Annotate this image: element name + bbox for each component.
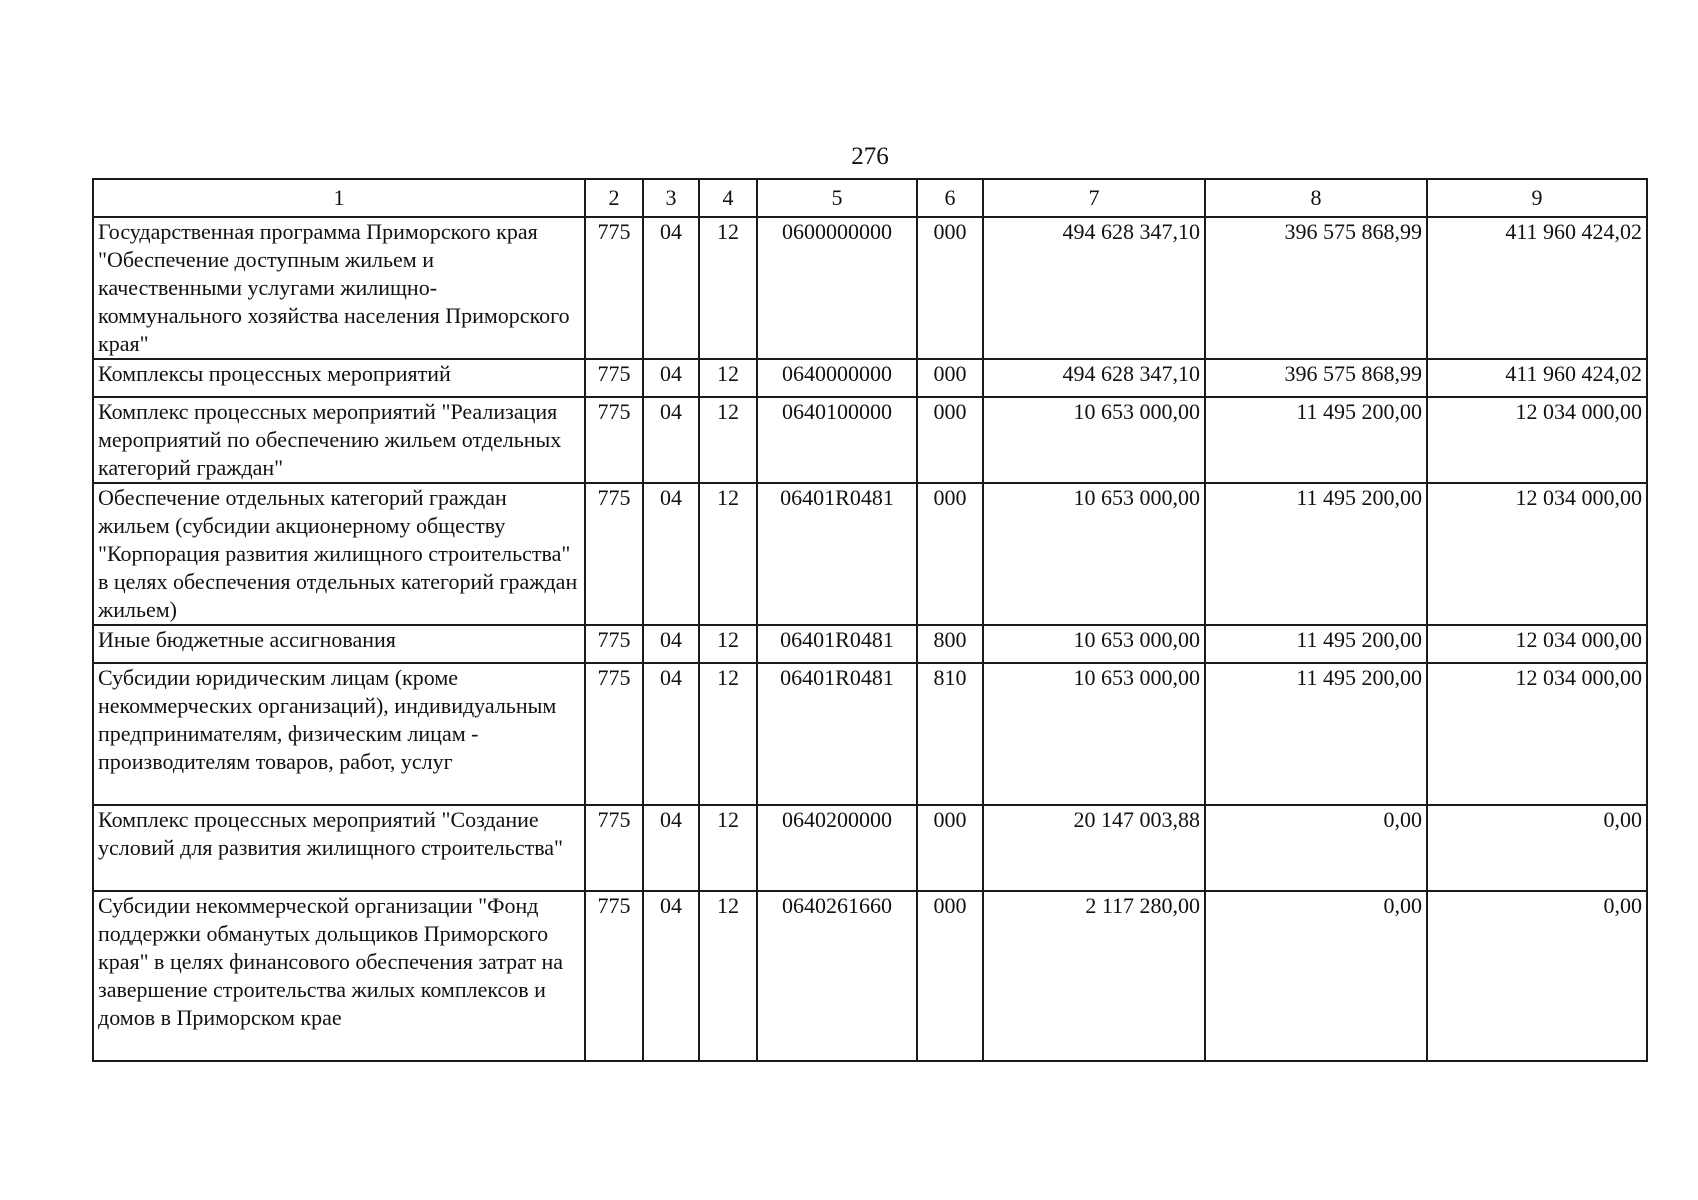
amount-col9: 12 034 000,00 <box>1427 483 1647 625</box>
target-article-code: 0640000000 <box>757 359 917 397</box>
admin-code: 775 <box>585 663 643 805</box>
subsection-code: 12 <box>699 483 757 625</box>
amount-col7: 10 653 000,00 <box>983 625 1205 663</box>
header-cell: 6 <box>917 179 983 217</box>
section-code: 04 <box>643 805 699 891</box>
admin-code: 775 <box>585 359 643 397</box>
admin-code: 775 <box>585 217 643 359</box>
target-article-code: 06401R0481 <box>757 625 917 663</box>
admin-code: 775 <box>585 625 643 663</box>
table-row <box>93 663 1647 805</box>
section-code: 04 <box>643 483 699 625</box>
budget-table <box>92 178 1648 1062</box>
table-row <box>93 805 1647 891</box>
row-name: Комплекс процессных мероприятий "Создание условий для развития жилищного строительства" <box>93 805 585 891</box>
row-name: Комплексы процессных мероприятий <box>93 359 585 397</box>
header-cell: 8 <box>1205 179 1427 217</box>
page-number: 276 <box>851 143 889 170</box>
amount-col9: 12 034 000,00 <box>1427 397 1647 483</box>
amount-col8: 396 575 868,99 <box>1205 359 1427 397</box>
subsection-code: 12 <box>699 359 757 397</box>
header-row <box>93 179 1647 217</box>
header-cell: 2 <box>585 179 643 217</box>
amount-col8: 396 575 868,99 <box>1205 217 1427 359</box>
expense-type-code: 000 <box>917 359 983 397</box>
header-cell: 9 <box>1427 179 1647 217</box>
target-article-code: 0640200000 <box>757 805 917 891</box>
table-row <box>93 359 1647 397</box>
admin-code: 775 <box>585 483 643 625</box>
table-row <box>93 397 1647 483</box>
expense-type-code: 000 <box>917 217 983 359</box>
row-name: Субсидии юридическим лицам (кроме некоммерческих организаций), индивидуальным предпринимателям, физическим лицам - производителям товаров, работ, услуг <box>93 663 585 805</box>
section-code: 04 <box>643 359 699 397</box>
amount-col7: 10 653 000,00 <box>983 483 1205 625</box>
header-cell: 7 <box>983 179 1205 217</box>
subsection-code: 12 <box>699 217 757 359</box>
amount-col9: 411 960 424,02 <box>1427 359 1647 397</box>
admin-code: 775 <box>585 397 643 483</box>
target-article-code: 0600000000 <box>757 217 917 359</box>
amount-col7: 494 628 347,10 <box>983 217 1205 359</box>
table-row <box>93 625 1647 663</box>
admin-code: 775 <box>585 891 643 1061</box>
amount-col8: 11 495 200,00 <box>1205 625 1427 663</box>
amount-col7: 2 117 280,00 <box>983 891 1205 1061</box>
header-cell: 5 <box>757 179 917 217</box>
expense-type-code: 800 <box>917 625 983 663</box>
subsection-code: 12 <box>699 663 757 805</box>
row-name: Иные бюджетные ассигнования <box>93 625 585 663</box>
row-name: Субсидии некоммерческой организации "Фонд поддержки обманутых дольщиков Приморского края" в целях финансового обеспечения затрат на завершение строительства жилых комплексов и домов в Приморском крае <box>93 891 585 1061</box>
table-row <box>93 217 1647 359</box>
amount-col9: 0,00 <box>1427 805 1647 891</box>
row-name: Государственная программа Приморского края "Обеспечение доступным жильем и качественными услугами жилищно-коммунального хозяйства населения Приморского края" <box>93 217 585 359</box>
table-row <box>93 891 1647 1061</box>
amount-col9: 12 034 000,00 <box>1427 663 1647 805</box>
row-name: Комплекс процессных мероприятий "Реализация мероприятий по обеспечению жильем отдельных категорий граждан" <box>93 397 585 483</box>
subsection-code: 12 <box>699 891 757 1061</box>
target-article-code: 0640261660 <box>757 891 917 1061</box>
expense-type-code: 000 <box>917 891 983 1061</box>
header-cell: 1 <box>93 179 585 217</box>
admin-code: 775 <box>585 805 643 891</box>
amount-col7: 20 147 003,88 <box>983 805 1205 891</box>
amount-col8: 11 495 200,00 <box>1205 483 1427 625</box>
header-cell: 4 <box>699 179 757 217</box>
subsection-code: 12 <box>699 625 757 663</box>
target-article-code: 0640100000 <box>757 397 917 483</box>
amount-col7: 10 653 000,00 <box>983 397 1205 483</box>
amount-col8: 0,00 <box>1205 805 1427 891</box>
target-article-code: 06401R0481 <box>757 663 917 805</box>
section-code: 04 <box>643 663 699 805</box>
header-cell: 3 <box>643 179 699 217</box>
amount-col7: 494 628 347,10 <box>983 359 1205 397</box>
expense-type-code: 000 <box>917 483 983 625</box>
amount-col7: 10 653 000,00 <box>983 663 1205 805</box>
subsection-code: 12 <box>699 805 757 891</box>
amount-col8: 11 495 200,00 <box>1205 397 1427 483</box>
amount-col8: 0,00 <box>1205 891 1427 1061</box>
section-code: 04 <box>643 891 699 1061</box>
amount-col9: 411 960 424,02 <box>1427 217 1647 359</box>
table-row <box>93 483 1647 625</box>
expense-type-code: 000 <box>917 805 983 891</box>
subsection-code: 12 <box>699 397 757 483</box>
section-code: 04 <box>643 217 699 359</box>
amount-col9: 12 034 000,00 <box>1427 625 1647 663</box>
section-code: 04 <box>643 625 699 663</box>
amount-col9: 0,00 <box>1427 891 1647 1061</box>
target-article-code: 06401R0481 <box>757 483 917 625</box>
amount-col8: 11 495 200,00 <box>1205 663 1427 805</box>
section-code: 04 <box>643 397 699 483</box>
expense-type-code: 810 <box>917 663 983 805</box>
row-name: Обеспечение отдельных категорий граждан жильем (субсидии акционерному обществу "Корпорация развития жилищного строительства" в целях обеспечения отдельных категорий граждан жильем) <box>93 483 585 625</box>
expense-type-code: 000 <box>917 397 983 483</box>
